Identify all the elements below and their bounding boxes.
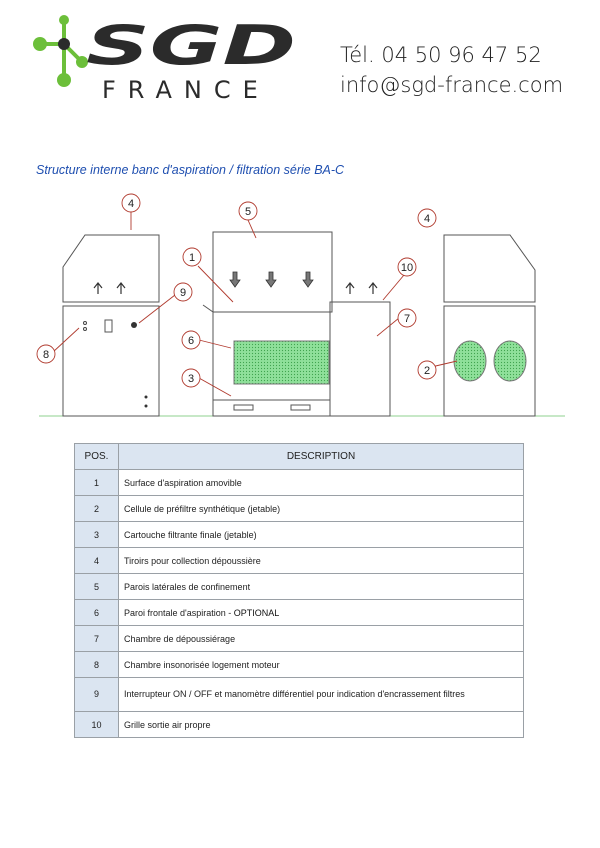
row-desc: Surface d'aspiration amovible (119, 470, 524, 496)
logo-text: SGD (86, 14, 296, 77)
document-title: Structure interne banc d'aspiration / filtration série BA-C (36, 163, 345, 177)
contact-block (340, 40, 563, 100)
callout-9: 9 (179, 287, 187, 299)
row-desc: Cartouche filtrante finale (jetable) (119, 522, 524, 548)
molecule-icon (33, 15, 88, 87)
table-row (75, 652, 524, 678)
table-header-row (75, 444, 524, 470)
technical-drawing (35, 190, 570, 422)
table-row (75, 470, 524, 496)
header-description: DESCRIPTION (119, 444, 524, 470)
row-desc: Chambre insonorisée logement moteur (119, 652, 524, 678)
row-pos: 5 (75, 574, 119, 600)
table-row (75, 548, 524, 574)
row-pos: 7 (75, 626, 119, 652)
row-desc: Parois latérales de confinement (119, 574, 524, 600)
callout-1: 1 (188, 252, 196, 264)
table-row (75, 600, 524, 626)
email-text[interactable]: info@sgd-france.com (340, 73, 564, 97)
row-pos: 3 (75, 522, 119, 548)
sgd-france-logo (30, 14, 310, 104)
callout-7: 7 (403, 313, 411, 325)
row-desc: Tiroirs pour collection dépoussière (119, 548, 524, 574)
table-row (75, 574, 524, 600)
row-pos: 10 (75, 712, 119, 738)
row-pos: 8 (75, 652, 119, 678)
table-row (75, 522, 524, 548)
phone-text: Tél. 04 50 96 47 52 (340, 43, 542, 67)
callout-8: 8 (42, 349, 50, 361)
row-pos: 2 (75, 496, 119, 522)
callout-4-left: 4 (127, 198, 135, 210)
callout-2: 2 (423, 365, 431, 377)
logo-subtext: FRANCE (102, 76, 270, 104)
table-row (75, 496, 524, 522)
row-desc: Cellule de préfiltre synthétique (jetable) (119, 496, 524, 522)
row-desc: Paroi frontale d'aspiration - (124, 607, 234, 618)
callout-3: 3 (187, 373, 195, 385)
row-desc: Chambre de dépoussiérage (119, 626, 524, 652)
row-desc: Grille sortie air propre (119, 712, 524, 738)
header-pos: POS. (75, 444, 119, 470)
table-row (75, 712, 524, 738)
row-desc: Interrupteur ON / OFF et manomètre différentiel pour indication d'encrassement filtres (119, 678, 524, 712)
row-pos: 6 (75, 600, 119, 626)
row-pos: 4 (75, 548, 119, 574)
optional-label: OPTIONAL (233, 607, 280, 618)
callout-4-right: 4 (423, 213, 431, 225)
row-pos: 9 (75, 678, 119, 712)
description-table (74, 443, 524, 738)
row-desc-wrap (119, 600, 524, 626)
callout-6: 6 (187, 335, 195, 347)
table-row (75, 626, 524, 652)
row-pos: 1 (75, 470, 119, 496)
callout-10: 10 (400, 262, 414, 274)
table-row (75, 678, 524, 712)
callout-5: 5 (244, 206, 252, 218)
